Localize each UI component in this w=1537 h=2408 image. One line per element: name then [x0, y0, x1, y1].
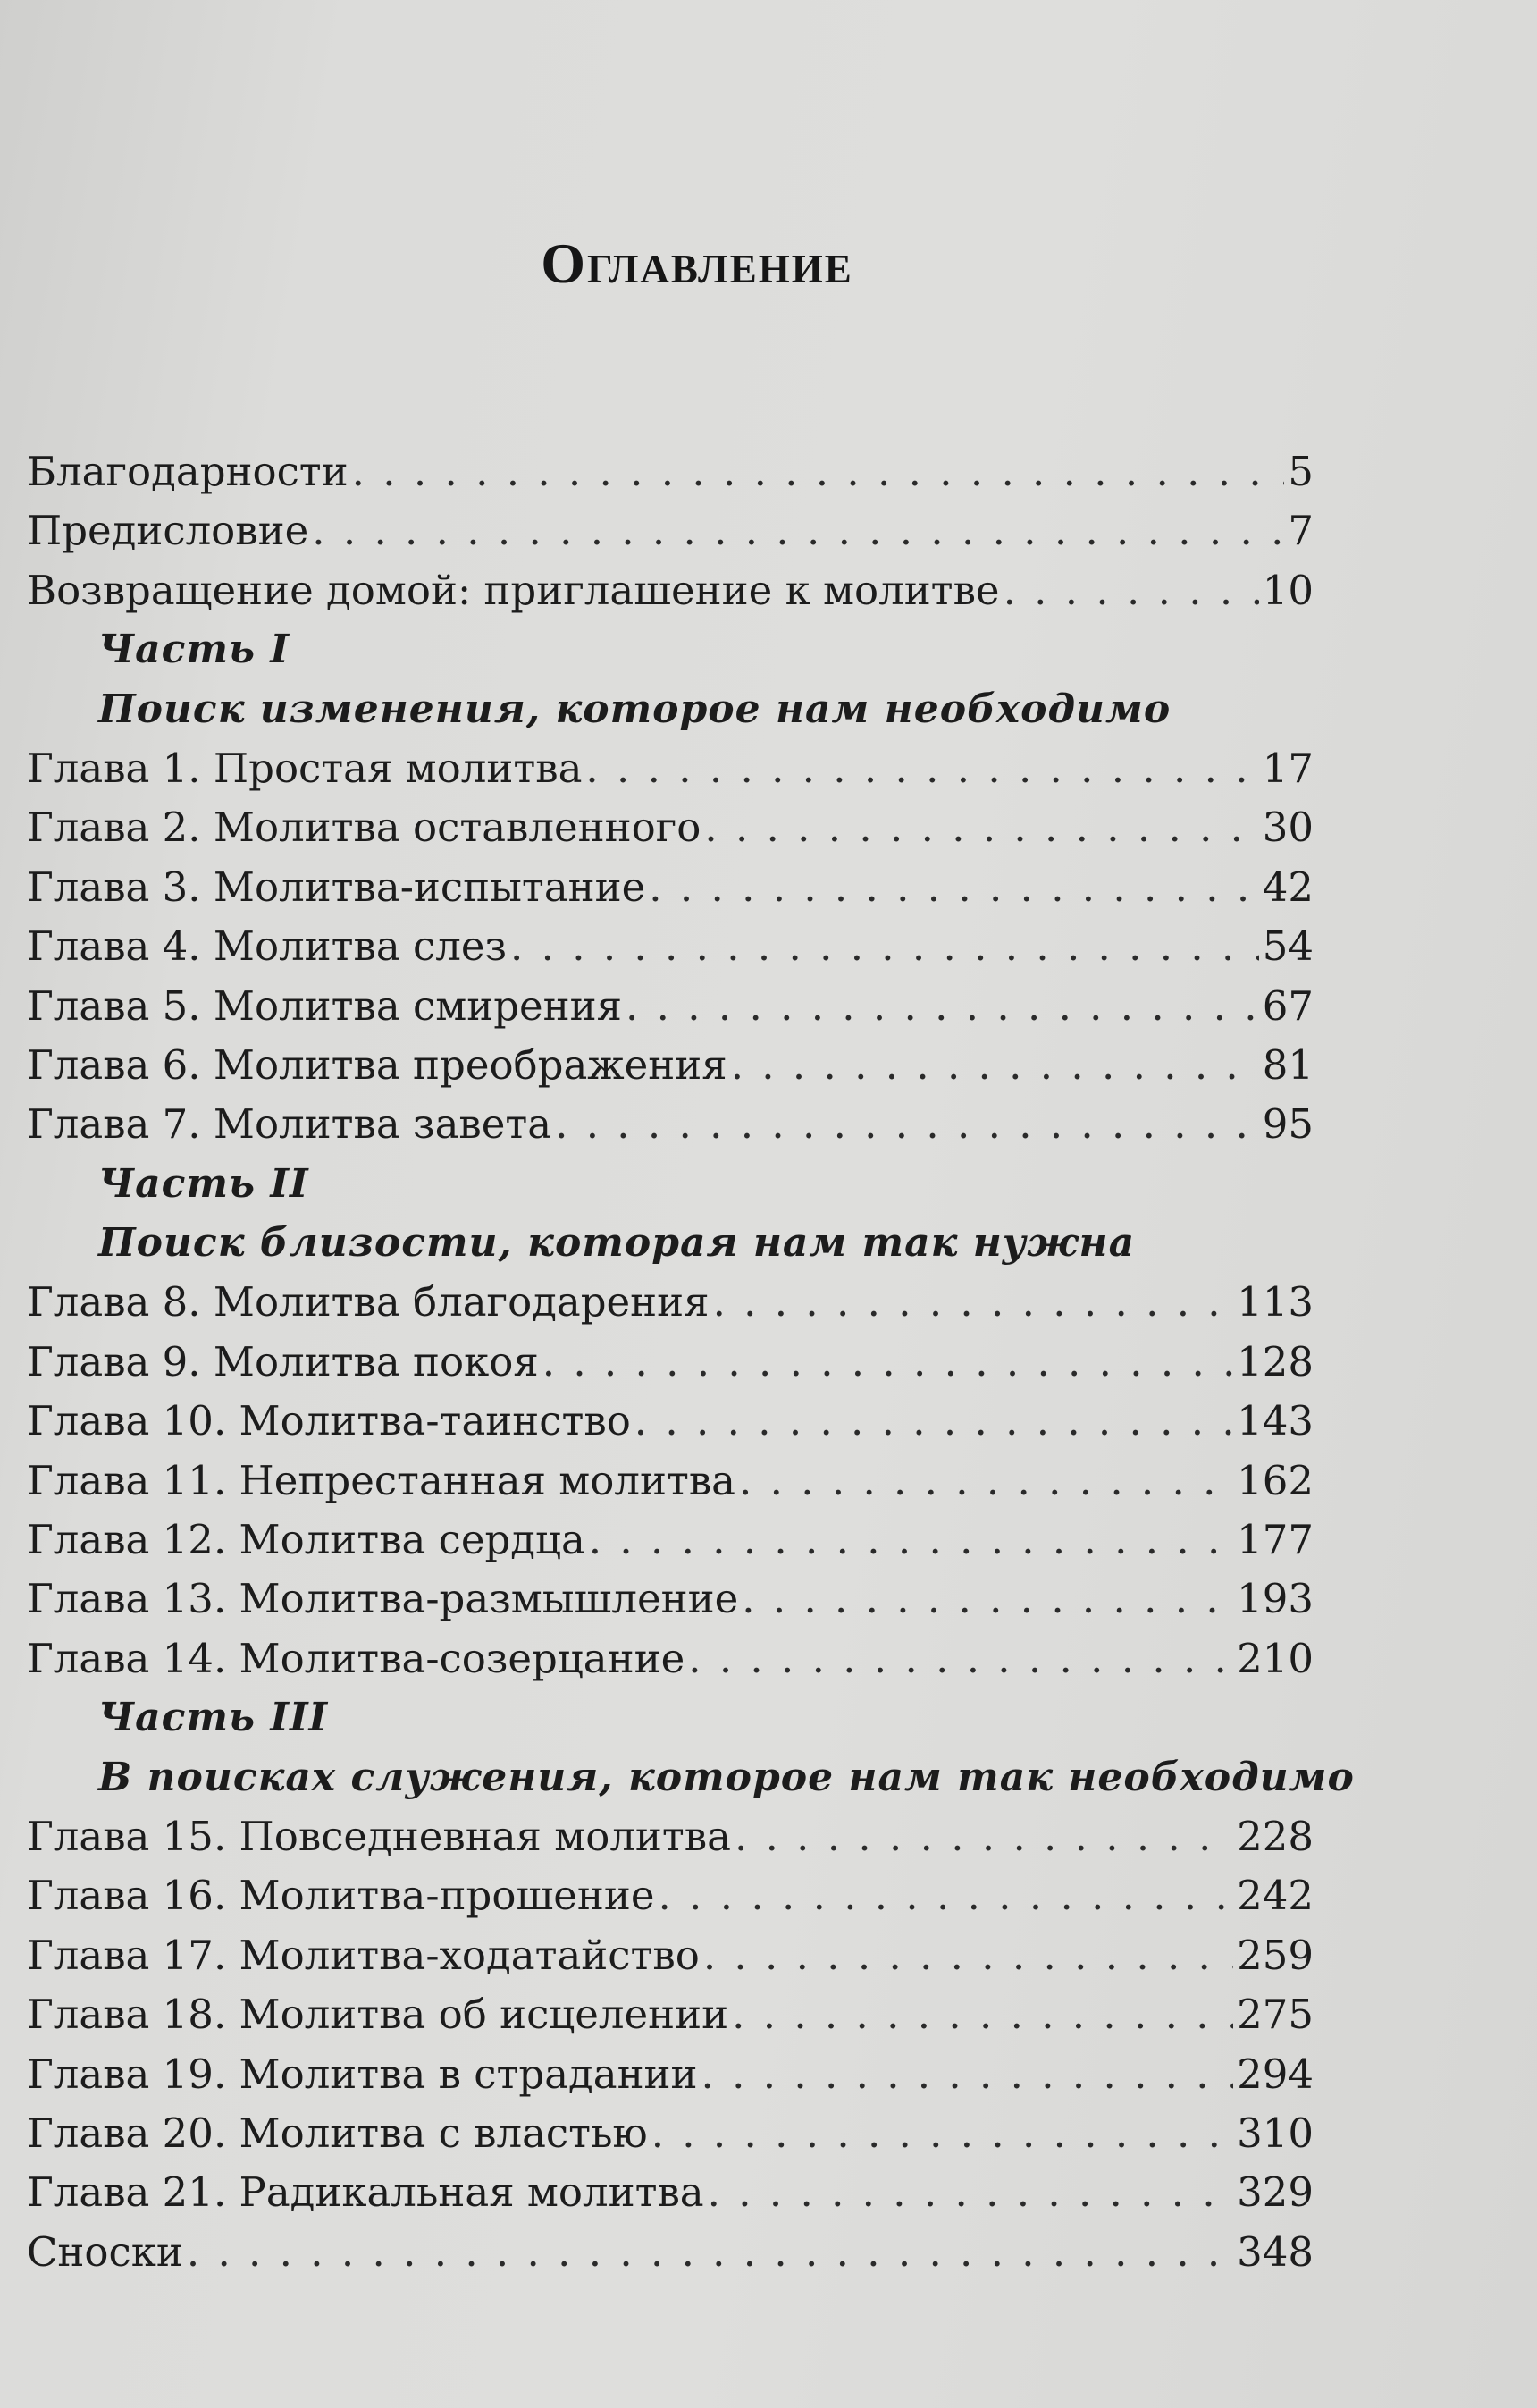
toc-entry: [27, 1036, 1314, 1095]
toc-page-number: 30: [1262, 804, 1314, 852]
dot-leader: [688, 1629, 1233, 1688]
toc-entry-label: Сноски: [27, 2227, 183, 2276]
toc-entry-label: Глава 5. Молитва смирения: [27, 981, 623, 1030]
dot-leader: [187, 2223, 1233, 2282]
toc-page-number: 275: [1237, 1991, 1314, 2039]
toc-entry-label: Глава 1. Простая молитва: [27, 744, 583, 792]
toc-entry-label: Глава 16. Молитва-прошение: [27, 1872, 655, 1920]
toc-page-number: 113: [1237, 1278, 1314, 1326]
toc-part-heading: В поисках служения, которое нам так необходимо: [98, 1754, 1355, 1800]
toc-entry: [27, 1985, 1314, 2044]
toc-entry-label: Благодарности: [27, 448, 349, 495]
dot-leader: [352, 442, 1285, 501]
toc-entry: [27, 1926, 1314, 1985]
toc-entry: [27, 501, 1314, 560]
toc-entry: [27, 1866, 1314, 1925]
dot-leader: [1004, 561, 1259, 620]
toc-entry: [27, 2104, 1314, 2163]
dot-leader: [510, 917, 1259, 976]
toc-entry: [27, 1570, 1314, 1629]
toc-entry: [27, 917, 1314, 976]
toc-page-number: 10: [1262, 566, 1314, 614]
toc-entry-label: Глава 21. Радикальная молитва: [27, 2168, 704, 2217]
toc-entry: [27, 1273, 1314, 1332]
toc-entry-label: Предисловие: [27, 507, 309, 555]
toc-page-number: 67: [1262, 981, 1314, 1030]
dot-leader: [659, 1866, 1234, 1925]
toc-page-number: 310: [1237, 2109, 1314, 2157]
toc-part-heading: Поиск близости, которая нам так нужна: [98, 1220, 1136, 1267]
toc-entry-label: Глава 3. Молитва-испытание: [27, 863, 646, 911]
dot-leader: [708, 2163, 1233, 2222]
toc-entry: [27, 2223, 1314, 2282]
toc-entry-label: Глава 7. Молитва завета: [27, 1100, 552, 1149]
toc-entry-label: Глава 8. Молитва благодарения: [27, 1278, 710, 1326]
toc-page-number: 143: [1237, 1397, 1314, 1445]
toc-entry-label: Глава 14. Молитва-созерцание: [27, 1634, 685, 1682]
toc-entry: [27, 1392, 1314, 1451]
toc-page-number: 348: [1237, 2227, 1314, 2276]
dot-leader: [555, 1095, 1259, 1154]
dot-leader: [703, 1926, 1233, 1985]
toc-entry: [27, 561, 1314, 620]
toc-page-number: 193: [1237, 1575, 1314, 1623]
dot-leader: [713, 1273, 1234, 1332]
toc-page-number: 329: [1237, 2168, 1314, 2217]
dot-leader: [634, 1392, 1233, 1451]
dot-leader: [739, 1452, 1233, 1511]
toc-page-number: 7: [1288, 507, 1314, 555]
toc-page-number: 17: [1262, 744, 1314, 792]
dot-leader: [312, 501, 1284, 560]
toc-entry: [27, 2163, 1314, 2222]
toc-entry-label: Глава 6. Молитва преображения: [27, 1040, 727, 1089]
dot-leader: [542, 1333, 1233, 1392]
toc-entry-label: Глава 4. Молитва слез: [27, 922, 507, 971]
toc-entry: [27, 1511, 1314, 1570]
toc-entry: [27, 1629, 1314, 1688]
toc-entry: [27, 1807, 1314, 1866]
toc-part-heading: Часть III: [98, 1695, 329, 1741]
toc-entry: [27, 2045, 1314, 2104]
toc-part-heading: Часть II: [98, 1160, 309, 1207]
toc-page-number: 162: [1237, 1456, 1314, 1504]
toc-entry-label: Глава 17. Молитва-ходатайство: [27, 1931, 700, 1979]
dot-leader: [742, 1570, 1233, 1629]
dot-leader: [731, 1036, 1259, 1095]
toc-page-number: 228: [1237, 1812, 1314, 1860]
dot-leader: [701, 2045, 1234, 2104]
toc-page-number: 42: [1262, 863, 1314, 911]
toc-entry-label: Глава 9. Молитва покоя: [27, 1337, 539, 1385]
toc-page-number: 54: [1262, 922, 1314, 971]
dot-leader: [589, 1511, 1233, 1570]
toc-page-number: 81: [1262, 1040, 1314, 1089]
toc-entry-label: Глава 10. Молитва-таинство: [27, 1397, 631, 1445]
dot-leader: [732, 1985, 1233, 2044]
toc-page-number: 242: [1237, 1872, 1314, 1920]
toc-entry-label: Глава 13. Молитва-размышление: [27, 1575, 739, 1623]
dot-leader: [704, 798, 1258, 857]
toc-entry-label: Глава 18. Молитва об исцелении: [27, 1991, 729, 2039]
table-of-contents: [27, 442, 1355, 2282]
toc-entry: [27, 798, 1314, 857]
toc-entry: [27, 1095, 1314, 1154]
toc-part-heading: Часть I: [98, 627, 290, 673]
toc-entry-label: Глава 15. Повседневная молитва: [27, 1812, 731, 1860]
toc-entry-label: Глава 20. Молитва с властью: [27, 2109, 648, 2157]
toc-part-heading: Поиск изменения, которое нам необходимо: [98, 686, 1172, 732]
toc-entry: [27, 1452, 1314, 1511]
toc-entry-label: Возвращение домой: приглашение к молитве: [27, 566, 1000, 614]
page-title: Оглавление: [541, 232, 853, 295]
toc-entry-label: Глава 11. Непрестанная молитва: [27, 1456, 736, 1504]
toc-page-number: 5: [1288, 448, 1314, 495]
toc-entry-label: Глава 12. Молитва сердца: [27, 1516, 585, 1564]
dot-leader: [585, 739, 1258, 798]
dot-leader: [626, 977, 1259, 1036]
toc-entry: [27, 442, 1314, 501]
dot-leader: [651, 2104, 1233, 2163]
toc-page-number: 177: [1237, 1516, 1314, 1564]
dot-leader: [649, 858, 1258, 917]
toc-page-number: 210: [1237, 1634, 1314, 1682]
toc-page-number: 95: [1262, 1100, 1314, 1149]
toc-entry: [27, 977, 1314, 1036]
toc-page-number: 294: [1237, 2050, 1314, 2098]
toc-entry-label: Глава 19. Молитва в страдании: [27, 2050, 698, 2098]
toc-entry: [27, 739, 1314, 798]
toc-page-number: 128: [1237, 1337, 1314, 1385]
toc-entry: [27, 858, 1314, 917]
toc-entry-label: Глава 2. Молитва оставленного: [27, 804, 701, 852]
dot-leader: [735, 1807, 1233, 1866]
toc-entry: [27, 1333, 1314, 1392]
toc-page-number: 259: [1237, 1931, 1314, 1979]
